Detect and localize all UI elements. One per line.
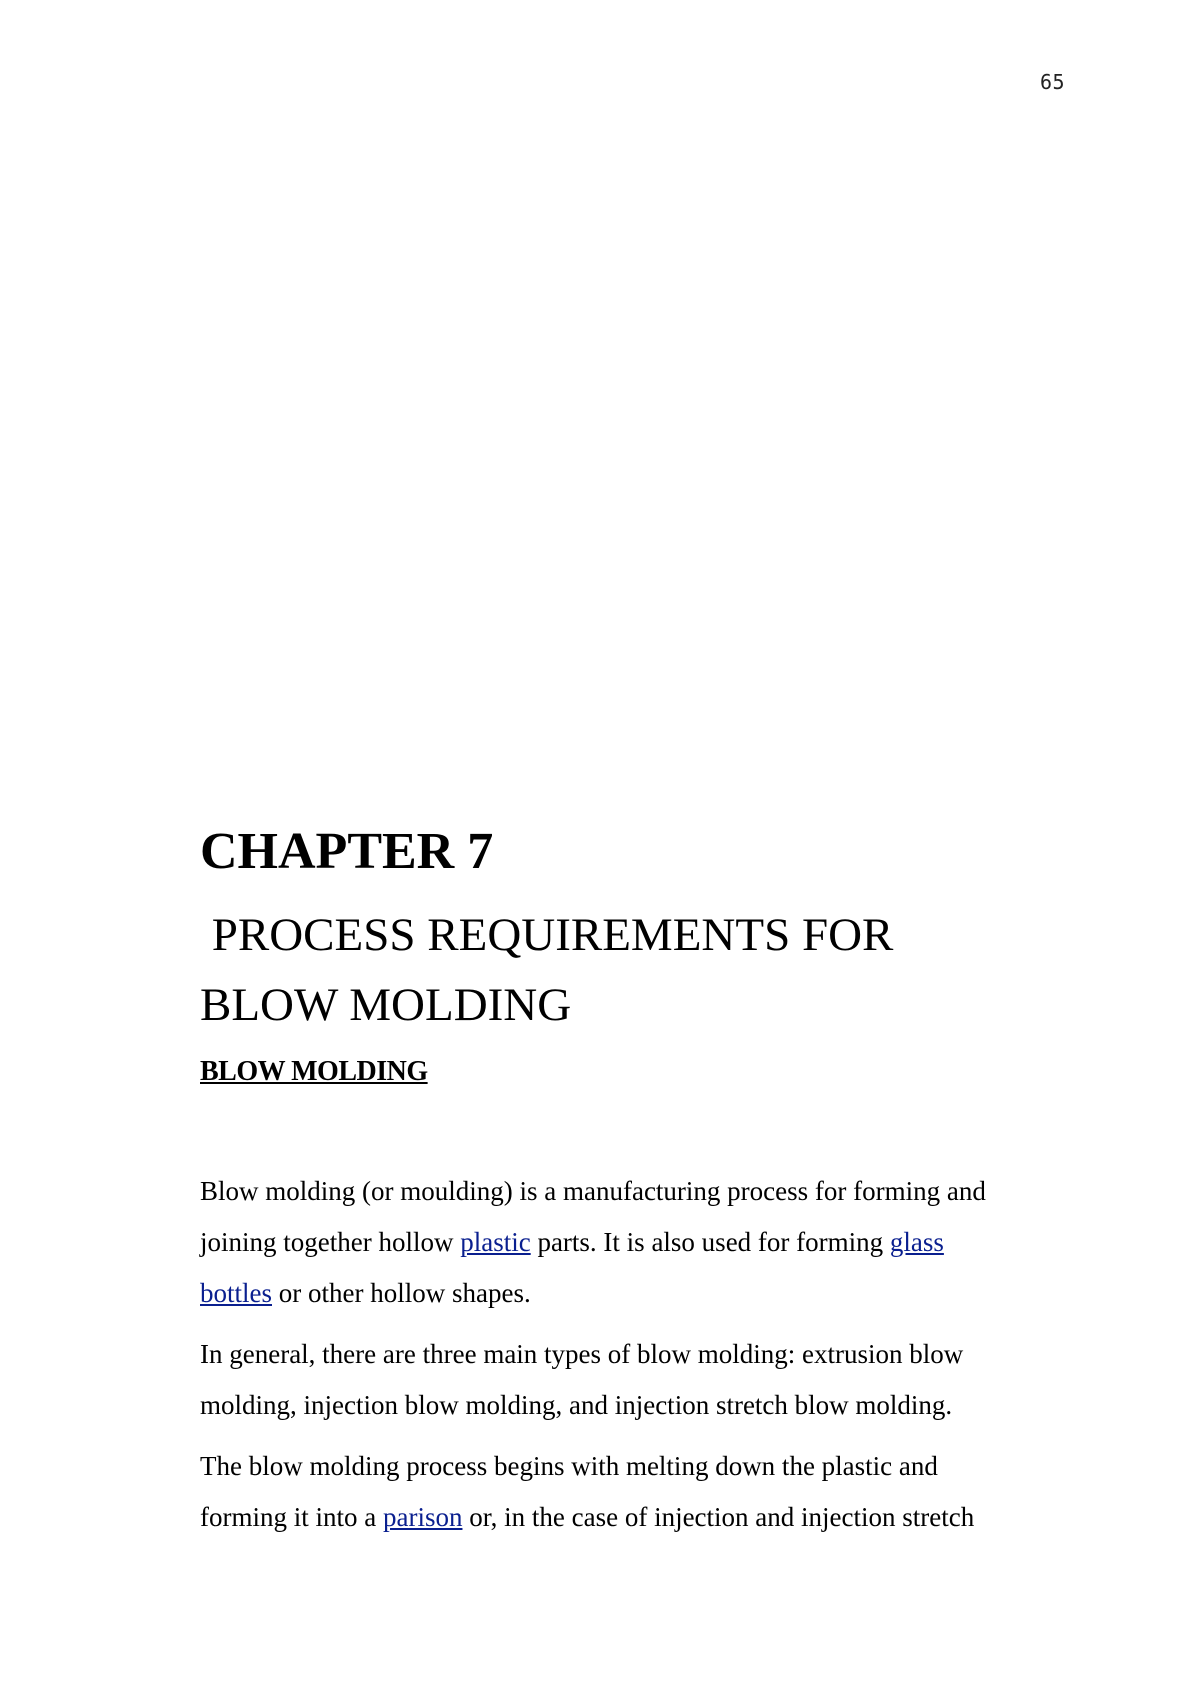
text-line: The blow molding process begins with melting down the plastic and <box>200 1451 938 1481</box>
text-run: Blow molding (or moulding) is a manufacturing process for forming and <box>200 1176 986 1206</box>
chapter-title: CHAPTER 7 <box>200 823 494 880</box>
plastic-link[interactable]: plastic <box>460 1227 531 1257</box>
glass-bottles-link[interactable]: glass <box>889 1227 944 1257</box>
parison-link[interactable]: parison <box>382 1502 463 1532</box>
text-line <box>200 1166 1100 1217</box>
text-line <box>200 1492 1100 1543</box>
text-line <box>200 1217 1100 1268</box>
text-run: or other hollow shapes. <box>272 1278 531 1308</box>
glass-bottles-link-continued[interactable]: bottles <box>200 1278 272 1308</box>
text-run: joining together hollow <box>200 1227 461 1257</box>
text-run: parts. It is also used for forming <box>530 1227 890 1257</box>
page-number: 65 <box>1040 70 1066 94</box>
text-run: or, in the case of injection and injection stretch <box>462 1502 975 1532</box>
body-text <box>200 1166 1100 1553</box>
paragraph <box>200 1166 1100 1319</box>
chapter-subtitle <box>200 900 1020 1040</box>
section-heading: BLOW MOLDING <box>200 1056 428 1087</box>
text-line <box>200 1268 1100 1319</box>
text-line: In general, there are three main types of blow molding: extrusion blow <box>200 1339 964 1369</box>
subtitle-line: PROCESS REQUIREMENTS FOR <box>200 909 894 961</box>
text-run: forming it into a <box>200 1502 383 1532</box>
subtitle-line: BLOW MOLDING <box>200 979 572 1031</box>
paragraph <box>200 1329 1100 1431</box>
text-line: molding, injection blow molding, and injection stretch blow molding. <box>200 1390 953 1420</box>
paragraph <box>200 1441 1100 1543</box>
